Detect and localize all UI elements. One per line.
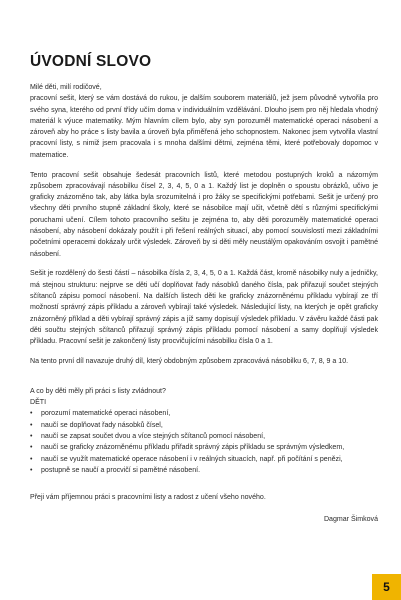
goals-list bbox=[30, 408, 378, 476]
list-item-text: porozumí matematické operaci násobení, bbox=[41, 410, 171, 418]
structure-paragraph: Sešit je rozdělený do šesti částí – násobilka čísla 2, 3, 4, 5, 0 a 1. Každá část, kromě násobilky nuly a jedničky, má stejnou strukturu: nejprve se děti učí doplňovat řady násobků daného čísla, pak přiřazují součet stejných sčítanců zápisu pomocí násobení. Na dalších listech děti ke graficky znázorněnému příkladu vybírají ze tří možností správný zápis příkladu a zároveň vybírají také výsledek. Následující listy, na kterých je opět graficky znázorněný příklad a děti vybírají správný zápis a již samy dopisují výsledek příkladu. V závěru každé části pak děti součtu stejných sčítanců přiřazují správný zápis příkladu pomocí násobení a samy doplňují výsledek příkladu. Pracovní sešit je zakončený listy procvičujícími násobilku čísla 0 a 1. bbox=[30, 270, 378, 346]
list-item bbox=[30, 408, 378, 419]
spacer bbox=[30, 376, 378, 386]
greeting: Milé děti, milí rodičové, bbox=[30, 84, 102, 91]
list-item-text: postupně se naučí a procvičí si pamětné násobení. bbox=[41, 466, 201, 474]
list-item bbox=[30, 454, 378, 465]
page-title: ÚVODNÍ SLOVO bbox=[30, 53, 152, 70]
page-number: 5 bbox=[372, 574, 401, 600]
list-item-text: naučí se zapsat součet dvou a více stejných sčítanců pomocí násobení, bbox=[41, 433, 266, 441]
list-item bbox=[30, 431, 378, 442]
bullet-icon: • bbox=[30, 421, 33, 429]
list-item bbox=[30, 465, 378, 476]
list-item-text: naučí se doplňovat řady násobků čísel, bbox=[41, 421, 163, 429]
bullet-icon: • bbox=[30, 444, 33, 452]
bullet-icon: • bbox=[30, 466, 33, 474]
closing-line: Přeji vám příjemnou práci s pracovními listy a radost z učení všeho nového. bbox=[30, 494, 266, 502]
sequel-paragraph: Na tento první díl navazuje druhý díl, který obdobným způsobem zpracovává násobilku 6, 7, 8, 9 a 10. bbox=[30, 358, 349, 366]
list-item bbox=[30, 420, 378, 431]
list-item-text: naučí se využít matematické operace násobení i v reálných situacích, např. při počítání s penězi, bbox=[41, 455, 343, 463]
goals-heading: DĚTI bbox=[30, 399, 47, 407]
list-item bbox=[30, 442, 378, 453]
goals-question: A co by děti měly při práci s listy zvládnout? bbox=[30, 387, 166, 395]
bullet-icon: • bbox=[30, 410, 33, 418]
intro-paragraph: pracovní sešit, který se vám dostává do rukou, je dalším souborem materiálů, jež jsem původně vytvořila pro svého syna, kterého od první třídy učím doma v individuálním vzdělávání. Dlouho jsem pro něj hledala vhodný materiál k výuce matematiky. Mým hlavním cílem bylo, aby syn porozuměl matematické operaci násobení a zároveň aby ho práce s listy bavila a úroveň byla přiměřená jeho schopnostem. Nakonec jsem vytvořila vlastní pracovní listy, s nimiž jsem pracovala i s mnoha dalšími dětmi, zejména těmi, které potřebovaly dopomoc v matematice. bbox=[30, 95, 378, 159]
workbook-description-paragraph: Tento pracovní sešit obsahuje šedesát pracovních listů, které metodou postupných kroků a názorným způsobem zpracovávají násobilku čísel 2, 3, 4, 5, 0 a 1. Každý list je doplněn o spoustu obrázků, učivo je graficky znázorněno tak, aby látka byla srozumitelná i pro žáky se specifickými potřebami. Sešit je určený pro všechny děti prvního stupně základní školy, které se násobilce mají učit, včetně dětí s různými specifickými poruchami učení. Cílem tohoto pracovního sešitu je zejména to, aby děti porozuměly matematické operaci násobení, aby násobení dokázaly použít i při řešení reálných situací, aby pomocí souvislostí mezi základními početními operacemi dokázaly určit výsledek. Zároveň by si děti měly neustálým opakováním osvojit i pamětné násobení. bbox=[30, 171, 378, 258]
author-signature: Dagmar Šimková bbox=[323, 515, 378, 523]
bullet-icon: • bbox=[30, 433, 33, 441]
bullet-icon: • bbox=[30, 455, 33, 463]
list-item-text: naučí se graficky znázorněnému příkladu přiřadit správný zápis příkladu se správným výsledkem, bbox=[41, 444, 345, 452]
document-body bbox=[30, 82, 378, 525]
